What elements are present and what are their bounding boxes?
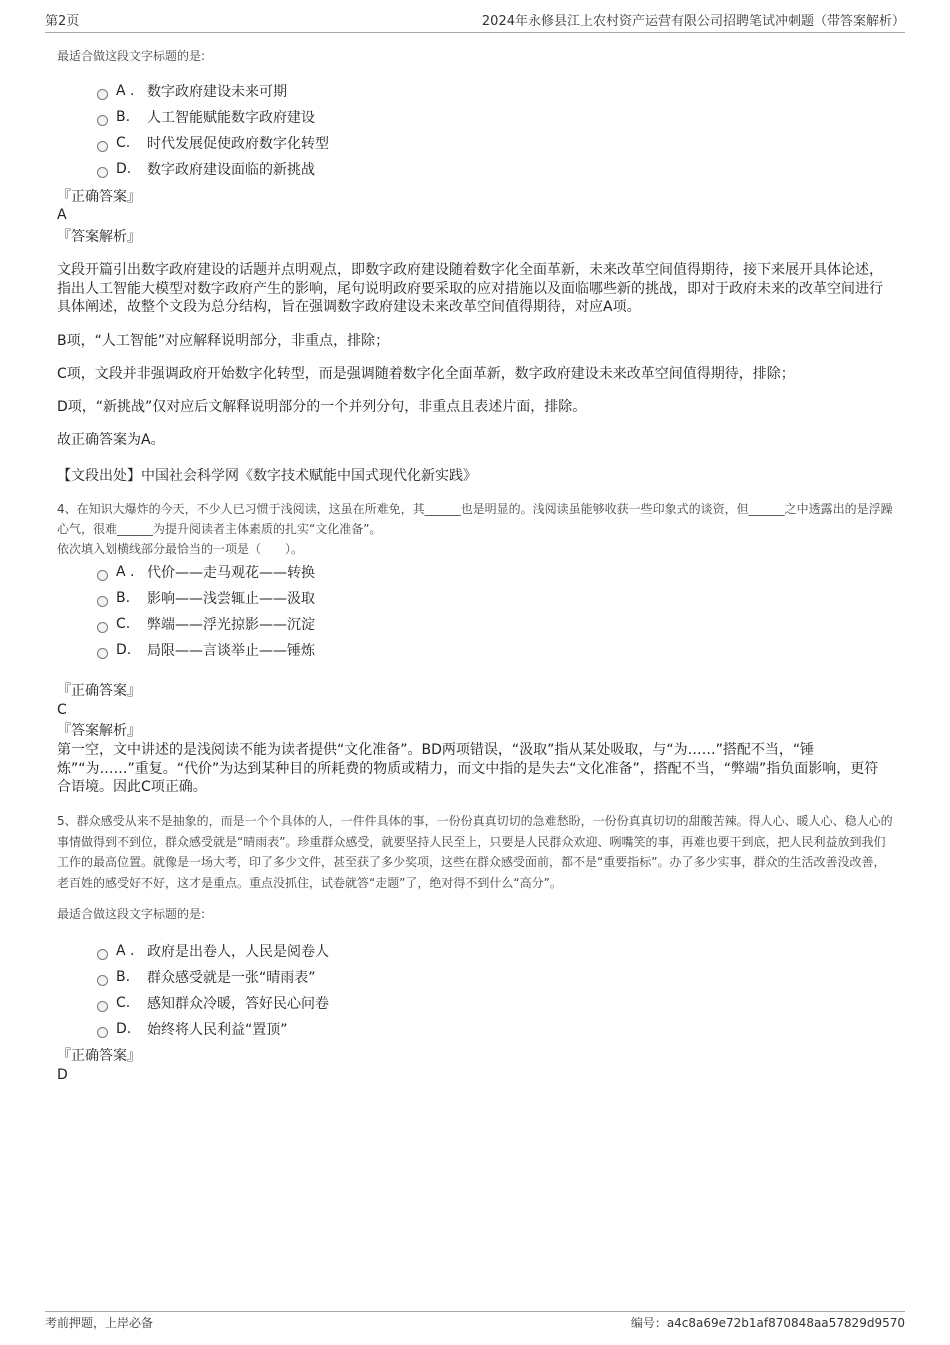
page-number: 第2页 bbox=[45, 14, 80, 29]
question-prompt: 依次填入划横线部分最恰当的一项是（ ）。 bbox=[57, 542, 304, 556]
radio-icon[interactable] bbox=[97, 1001, 108, 1012]
analysis-paragraph: C项，文段并非强调政府开始数字化转型，而是强调随着数字化全面革新，数字政府建设未来改革空间值得期待，排除； bbox=[57, 366, 795, 382]
option-text: 局限——言谈举止——锤炼 bbox=[147, 643, 315, 659]
option-label: B. bbox=[116, 969, 131, 985]
analysis-paragraph: B项，“人工智能”对应解释说明部分，非重点，排除； bbox=[57, 333, 390, 349]
answer-heading: 『正确答案』 bbox=[57, 189, 141, 205]
option-text: 代价——走马观花——转换 bbox=[147, 565, 315, 581]
answer: A bbox=[57, 207, 67, 223]
option-c[interactable] bbox=[97, 133, 329, 153]
option-label: D. bbox=[116, 161, 132, 177]
answer: C bbox=[57, 702, 67, 718]
analysis-paragraph: D项，“新挑战”仅对应后文解释说明部分的一个并列分句，非重点且表述片面，排除。 bbox=[57, 399, 587, 415]
question-stem: 4、在知识大爆炸的今天，不少人已习惯于浅阅读，这虽在所难免，其______也是明显的。浅阅读虽能够收获一些印象式的谈资，但______之中透露出的是浮躁心气，很难______为提升阅读者主体素质的扎实“文化准备”。 bbox=[57, 502, 893, 536]
option-c[interactable] bbox=[97, 614, 315, 634]
source-citation: 【文段出处】中国社会科学网《数字技术赋能中国式现代化新实践》 bbox=[57, 468, 477, 484]
option-label: D. bbox=[116, 642, 132, 658]
option-label: A . bbox=[116, 943, 135, 959]
radio-icon[interactable] bbox=[97, 975, 108, 986]
option-text: 感知群众冷暖，答好民心问卷 bbox=[147, 996, 329, 1012]
option-d[interactable] bbox=[97, 1019, 288, 1039]
option-text: 群众感受就是一张“晴雨表” bbox=[147, 970, 316, 986]
radio-icon[interactable] bbox=[97, 141, 108, 152]
radio-icon[interactable] bbox=[97, 115, 108, 126]
option-label: A . bbox=[116, 564, 135, 580]
analysis-paragraph: 文段开篇引出数字政府建设的话题并点明观点，即数字政府建设随着数字化全面革新，未来改革空间值得期待，接下来展开具体论述，指出人工智能大模型对数字政府产生的影响，尾句说明政府要采取的应对措施以及面临哪些新的挑战，即对于政府未来的改革空间进行具体阐述，故整个文段为总分结构，旨在强调数字政府建设未来改革空间值得期待，对应A项。 bbox=[57, 262, 883, 315]
option-b[interactable] bbox=[97, 107, 315, 127]
option-a[interactable] bbox=[97, 941, 329, 961]
option-label: B. bbox=[116, 590, 131, 606]
radio-icon[interactable] bbox=[97, 570, 108, 581]
option-a[interactable] bbox=[97, 81, 287, 101]
analysis-paragraph: 故正确答案为A。 bbox=[57, 432, 165, 448]
radio-icon[interactable] bbox=[97, 648, 108, 659]
option-label: A . bbox=[116, 83, 135, 99]
analysis-heading: 『答案解析』 bbox=[57, 723, 141, 739]
analysis-heading: 『答案解析』 bbox=[57, 229, 141, 245]
option-c[interactable] bbox=[97, 993, 329, 1013]
answer-heading: 『正确答案』 bbox=[57, 1048, 141, 1064]
option-text: 数字政府建设未来可期 bbox=[147, 84, 287, 100]
document-id: 编号：a4c8a69e72b1af870848aa57829d9570 bbox=[630, 1316, 905, 1330]
option-b[interactable] bbox=[97, 967, 316, 987]
radio-icon[interactable] bbox=[97, 89, 108, 100]
analysis-paragraph: 第一空，文中讲述的是浅阅读不能为读者提供“文化准备”。BD两项错误，“汲取”指从某处吸取，与“为……”搭配不当，“锤炼”“为……”重复。“代价”为达到某种目的所耗费的物质或精力，而文中指的是失去“文化准备”，搭配不当，“弊端”指负面影响，更符合语境。因此C项正确。 bbox=[57, 742, 879, 795]
radio-icon[interactable] bbox=[97, 596, 108, 607]
option-d[interactable] bbox=[97, 159, 315, 179]
option-a[interactable] bbox=[97, 562, 315, 582]
option-label: C. bbox=[116, 616, 131, 632]
radio-icon[interactable] bbox=[97, 1027, 108, 1038]
footer-slogan: 考前押题，上岸必备 bbox=[45, 1316, 154, 1330]
radio-icon[interactable] bbox=[97, 949, 108, 960]
option-label: B. bbox=[116, 109, 131, 125]
option-text: 政府是出卷人，人民是阅卷人 bbox=[147, 944, 329, 960]
radio-icon[interactable] bbox=[97, 622, 108, 633]
footer-divider bbox=[45, 1311, 905, 1312]
header-divider bbox=[45, 32, 905, 33]
option-d[interactable] bbox=[97, 640, 315, 660]
document-title: 2024年永修县江上农村资产运营有限公司招聘笔试冲刺题（带答案解析） bbox=[481, 14, 905, 29]
option-b[interactable] bbox=[97, 588, 315, 608]
option-text: 影响——浅尝辄止——汲取 bbox=[147, 591, 315, 607]
option-text: 数字政府建设面临的新挑战 bbox=[147, 162, 315, 178]
question-prompt: 最适合做这段文字标题的是: bbox=[57, 49, 206, 63]
option-label: C. bbox=[116, 135, 131, 151]
answer: D bbox=[57, 1067, 68, 1083]
option-text: 始终将人民利益“置顶” bbox=[147, 1022, 288, 1038]
option-text: 弊端——浮光掠影——沉淀 bbox=[147, 617, 315, 633]
option-label: D. bbox=[116, 1021, 132, 1037]
question-prompt: 最适合做这段文字标题的是: bbox=[57, 907, 206, 921]
option-text: 人工智能赋能数字政府建设 bbox=[147, 110, 315, 126]
radio-icon[interactable] bbox=[97, 167, 108, 178]
option-label: C. bbox=[116, 995, 131, 1011]
answer-heading: 『正确答案』 bbox=[57, 683, 141, 699]
option-text: 时代发展促使政府数字化转型 bbox=[147, 136, 329, 152]
question-stem: 5、群众感受从来不是抽象的，而是一个个具体的人，一件件具体的事，一份份真真切切的急难愁盼，一份份真真切切的甜酸苦辣。得人心、暖人心、稳人心的事情做得到不到位，群众感受就是“晴雨表”。珍重群众感受，就要坚持人民至上，只要是人民群众欢迎、咧嘴笑的事，再难也要干到底，把人民利益放到我们工作的最高位置。就像是一场大考，印了多少文件，甚至获了多少奖项，这些在群众感受面前，都不是“重要指标”。办了多少实事，群众的生活改善没改善，老百姓的感受好不好，这才是重点。重点没抓住，试卷就答“走题”了，绝对得不到什么“高分”。 bbox=[57, 814, 893, 890]
